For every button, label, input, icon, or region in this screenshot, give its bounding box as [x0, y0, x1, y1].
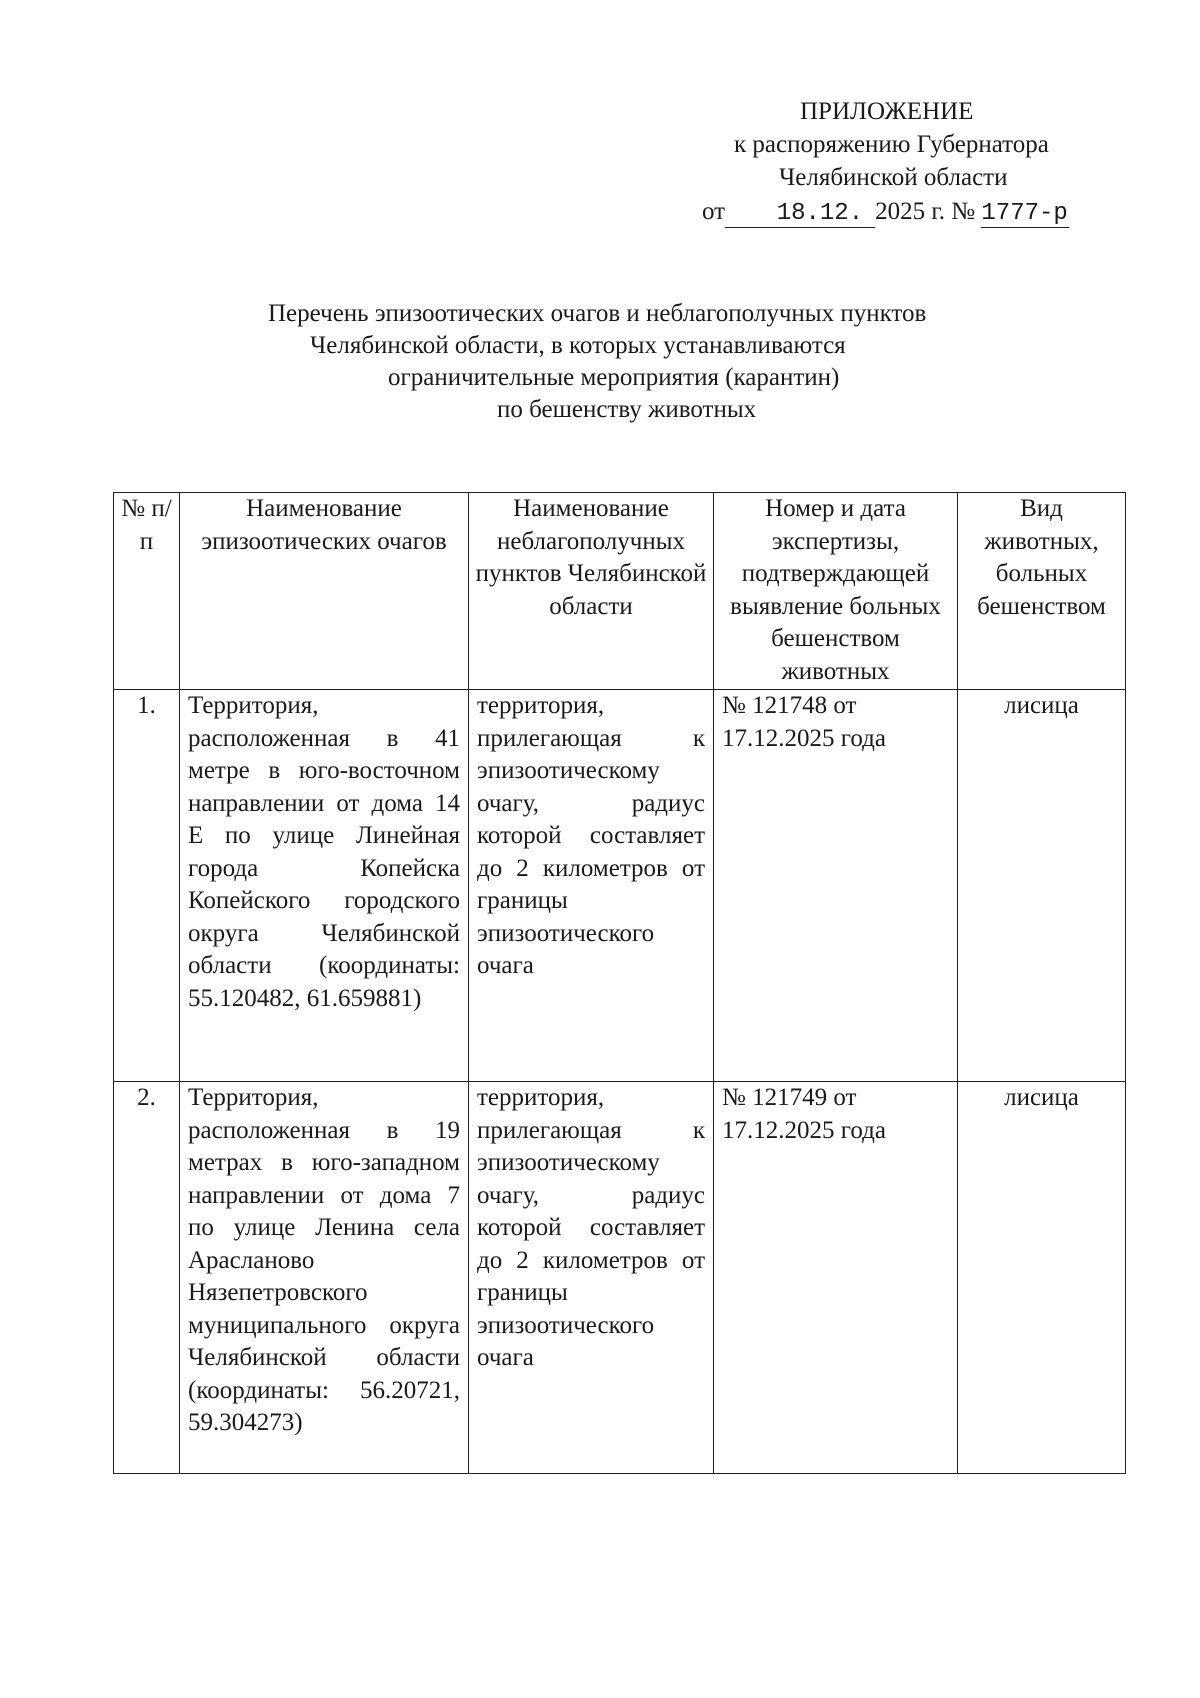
quarantine-table	[113, 492, 1126, 1474]
animal-cell: лисица	[958, 690, 1126, 1082]
column-header-expertise: Номер и дата экспертизы, подтверждающей выявление больных бешенством животных	[714, 493, 958, 690]
focus-cell: Территория, расположенная в 19 метрах в юго-западном направлении от дома 7 по улице Ленина села Арасланово Нязепетровского муниципального округа Челябинской области (координаты: 56.20721, 59.304273)	[180, 1082, 469, 1474]
expertise-cell: № 121748 от 17.12.2025 года	[714, 690, 958, 1082]
date-value: 18.12.	[725, 201, 875, 228]
focus-cell: Территория, расположенная в 41 метре в юго-восточном направлении от дома 14 Е по улице Линейная города Копейска Копейского городского округа Челябинской области (координаты: 55.120482, 61.659881)	[180, 690, 469, 1082]
expertise-cell: № 121749 от 17.12.2025 года	[714, 1082, 958, 1474]
title-line-2: Челябинской области, в которых устанавливаются	[310, 332, 846, 359]
appendix-reference: к распоряжению Губернатора	[734, 131, 1049, 158]
title-line-1: Перечень эпизоотических очагов и неблагополучных пунктов	[268, 300, 927, 327]
title-line-3: ограничительные мероприятия (карантин)	[388, 364, 840, 391]
date-suffix: 2025 г. №	[875, 198, 976, 225]
point-cell: территория, прилегающая к эпизоотическому очагу, радиус которой составляет до 2 километров от границы эпизоотического очага	[469, 1082, 714, 1474]
date-prefix: от	[702, 198, 726, 225]
appendix-title: ПРИЛОЖЕНИЕ	[800, 98, 974, 125]
column-header-number: № п/п	[114, 493, 180, 690]
appendix-region: Челябинской области	[779, 164, 1008, 191]
table-header-row	[114, 493, 1126, 690]
appendix-date-number	[702, 196, 1069, 228]
order-number: 1777-р	[981, 200, 1068, 227]
table-row	[114, 1082, 1126, 1474]
column-header-animal: Вид животных, больных бешенством	[958, 493, 1126, 690]
point-cell: территория, прилегающая к эпизоотическому очагу, радиус которой составляет до 2 километров от границы эпизоотического очага	[469, 690, 714, 1082]
row-number: 2.	[114, 1082, 180, 1474]
title-line-4: по бешенству животных	[497, 396, 757, 423]
column-header-focus: Наименование эпизоотических очагов	[180, 493, 469, 690]
table-row	[114, 690, 1126, 1082]
animal-cell: лисица	[958, 1082, 1126, 1474]
row-number: 1.	[114, 690, 180, 1082]
column-header-point: Наименование неблагополучных пунктов Челябинской области	[469, 493, 714, 690]
